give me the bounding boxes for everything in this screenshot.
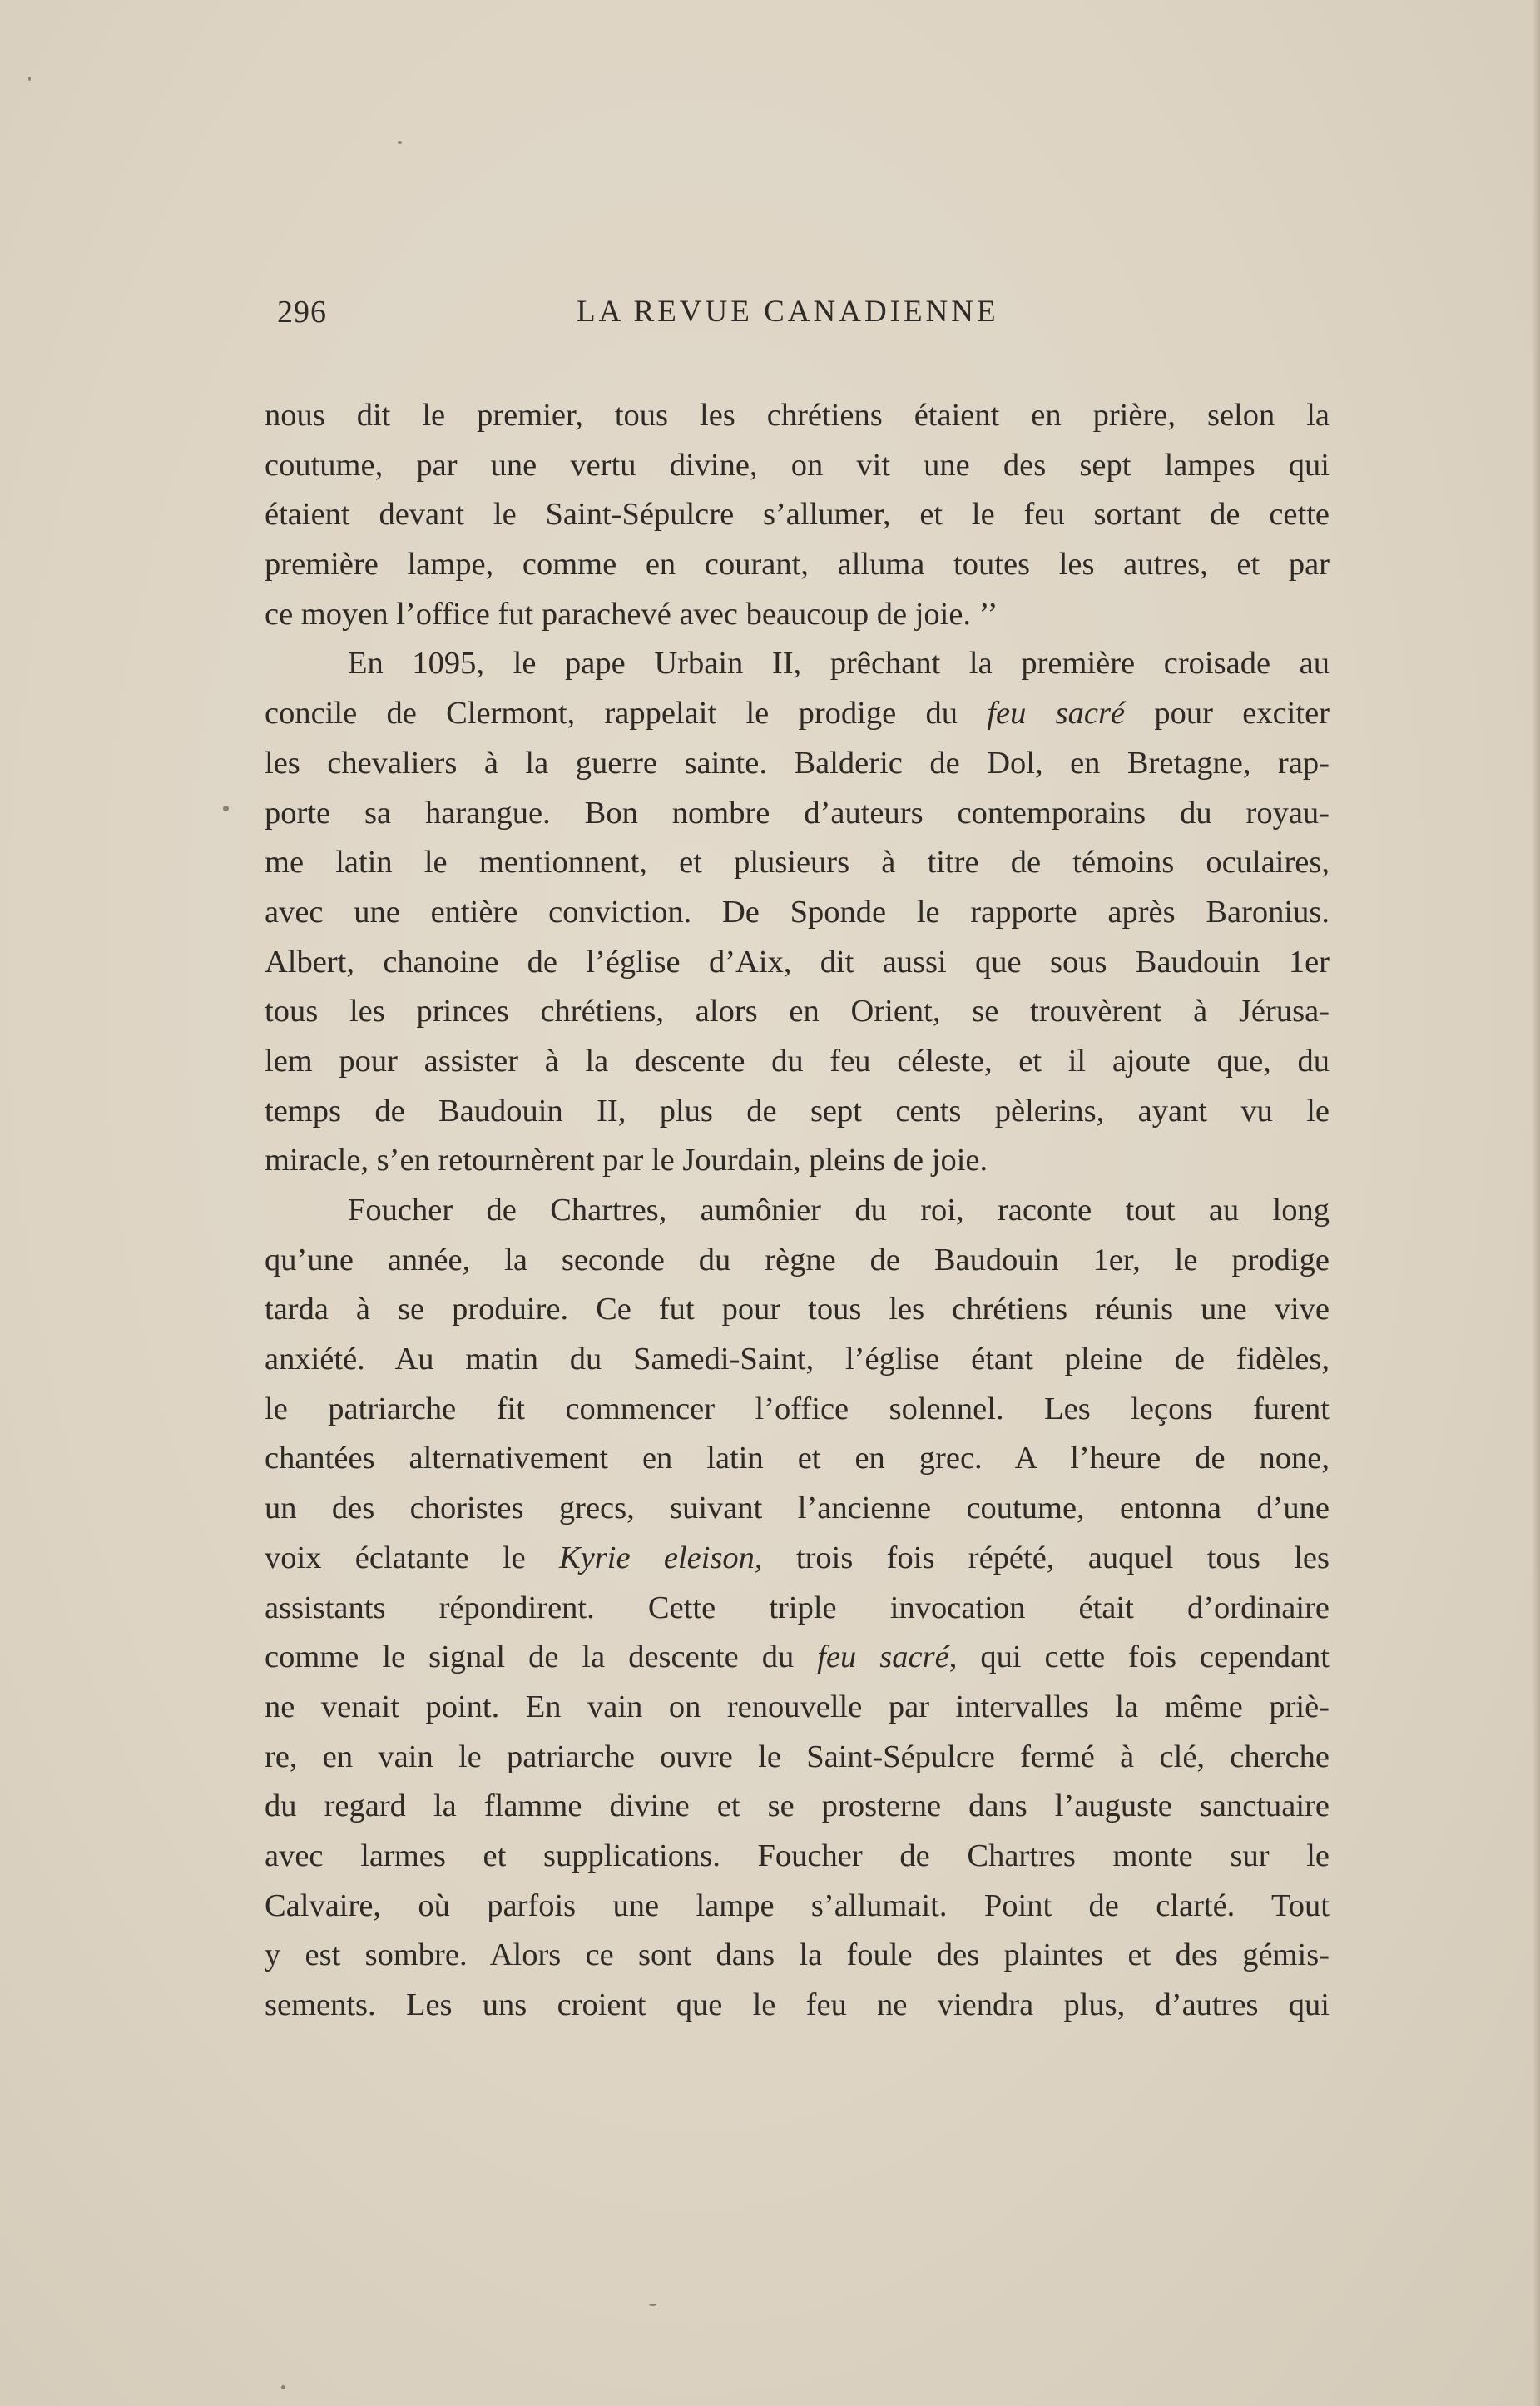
page-number: 296 (277, 295, 327, 330)
text-line: avec larmes et supplications. Foucher de Chartres monte sur le (265, 1838, 1330, 1873)
italic-phrase: feu sacré (987, 696, 1126, 732)
body-text (265, 391, 1330, 2031)
text-line: concile de Clermont, rappelait le prodige du feu sacré pour exciter (265, 696, 1330, 732)
text-line: tarda à se produire. Ce fut pour tous les chrétiens réunis une vive (265, 1292, 1330, 1327)
text-line: chantées alternativement en latin et en grec. A l’heure de none, (265, 1441, 1330, 1476)
text-line: Foucher de Chartres, aumônier du roi, raconte tout au long (348, 1193, 1330, 1228)
paper-speck (281, 2385, 285, 2389)
page-header (277, 287, 1042, 337)
text-line: voix éclatante le Kyrie eleison, trois fois répété, auquel tous les (265, 1540, 1330, 1575)
text-line: assistants répondirent. Cette triple invocation était d’ordinaire (265, 1590, 1330, 1625)
text-line: les chevaliers à la guerre sainte. Balderic de Dol, en Bretagne, rap- (265, 745, 1330, 781)
text-line: première lampe, comme en courant, alluma toutes les autres, et par (265, 547, 1330, 583)
text-line: avec une entière conviction. De Sponde le rapporte après Baronius. (265, 894, 1330, 930)
text-line: coutume, par une vertu divine, on vit une des sept lampes qui (265, 447, 1330, 483)
paper-speck (649, 2304, 656, 2306)
text-line: anxiété. Au matin du Samedi-Saint, l’église étant pleine de fidèles, (265, 1342, 1330, 1377)
text-line: Albert, chanoine de l’église d’Aix, dit aussi que sous Baudouin 1er (265, 944, 1330, 980)
text-line: tous les princes chrétiens, alors en Orient, se trouvèrent à Jérusa- (265, 994, 1330, 1029)
text-line: miracle, s’en retournèrent par le Jourdain, pleins de joie. (265, 1143, 988, 1178)
text-line: ce moyen l’office fut parachevé avec beaucoup de joie. ’’ (265, 596, 998, 632)
text-line: un des choristes grecs, suivant l’ancienne coutume, entonna d’une (265, 1491, 1330, 1526)
running-title: LA REVUE CANADIENNE (577, 295, 999, 329)
paper-speck (28, 77, 31, 81)
text-line: temps de Baudouin II, plus de sept cents pèlerins, ayant vu le (265, 1093, 1330, 1129)
text-line: étaient devant le Saint-Sépulcre s’allumer, et le feu sortant de cette (265, 497, 1330, 533)
italic-phrase: Kyrie eleison, (559, 1540, 763, 1575)
text-line: me latin le mentionnent, et plusieurs à titre de témoins oculaires, (265, 845, 1330, 881)
text-line: lem pour assister à la descente du feu céleste, et il ajoute que, du (265, 1043, 1330, 1079)
text-line: re, en vain le patriarche ouvre le Saint-Sépulcre fermé à clé, cherche (265, 1739, 1330, 1774)
text-line: nous dit le premier, tous les chrétiens étaient en prière, selon la (265, 398, 1330, 433)
text-line: porte sa harangue. Bon nombre d’auteurs contemporains du royau- (265, 795, 1330, 831)
text-line: y est sombre. Alors ce sont dans la foule des plaintes et des gémis- (265, 1937, 1330, 1973)
text-line: sements. Les uns croient que le feu ne viendra plus, d’autres qui (265, 1987, 1330, 2022)
text-line: le patriarche fit commencer l’office solennel. Les leçons furent (265, 1391, 1330, 1426)
text-line: qu’une année, la seconde du règne de Baudouin 1er, le prodige (265, 1242, 1330, 1277)
text-line: ne venait point. En vain on renouvelle par intervalles la même priè- (265, 1689, 1330, 1724)
text-line: comme le signal de la descente du feu sacré, qui cette fois cependant (265, 1640, 1330, 1675)
text-line: du regard la flamme divine et se prosterne dans l’auguste sanctuaire (265, 1788, 1330, 1824)
paper-speck (223, 806, 229, 811)
text-line: En 1095, le pape Urbain II, prêchant la première croisade au (348, 646, 1330, 682)
italic-phrase: feu sacré (817, 1640, 949, 1675)
paper-speck (398, 141, 402, 144)
page-edge (1532, 0, 1540, 2406)
text-line: Calvaire, où parfois une lampe s’allumait. Point de clarté. Tout (265, 1888, 1330, 1923)
